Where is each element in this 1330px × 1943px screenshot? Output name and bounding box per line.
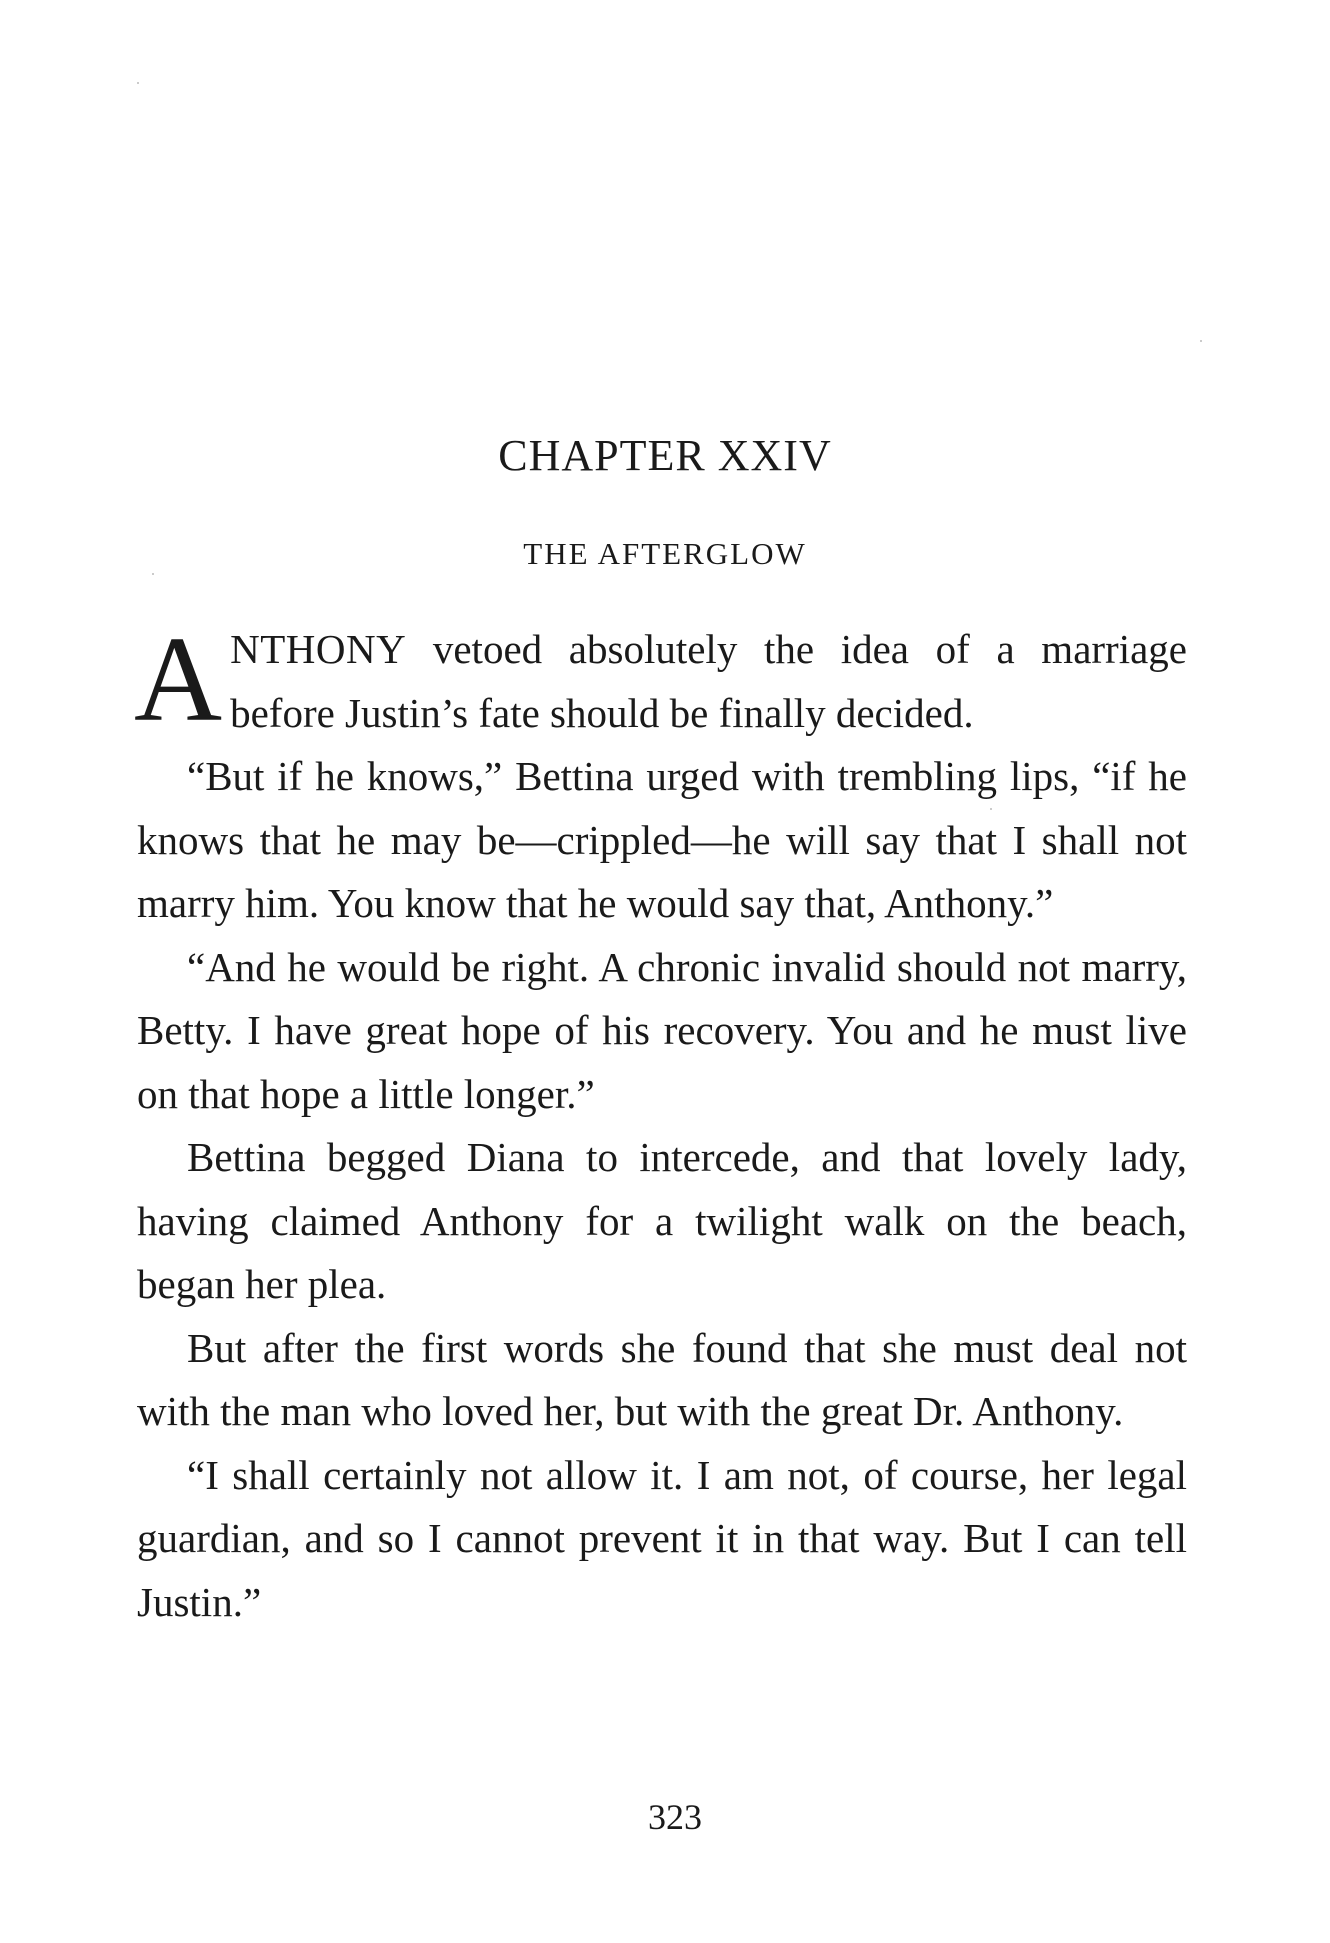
paragraph-1	[134, 612, 1187, 747]
paper-speck	[1200, 340, 1202, 342]
paragraph-5: But after the first words she found that she must deal not with the man who loved her, but with the great Dr. Anthony.	[137, 1324, 1187, 1434]
paragraph-1-text: vetoed absolutely the idea of a marriage before Justin’s fate should be finally decided.	[230, 626, 1187, 736]
paragraph-6: “I shall certainly not allow it. I am not, of course, her legal guardian, and so I cannot prevent it in that way. But I can tell Justin.”	[137, 1451, 1187, 1625]
page-number: 323	[648, 1797, 702, 1837]
body-text	[134, 612, 1187, 1634]
chapter-subtitle: THE AFTERGLOW	[523, 536, 807, 571]
paper-speck	[990, 808, 992, 810]
paper-speck	[137, 82, 139, 84]
drop-cap: A	[134, 612, 223, 747]
paragraph-3: “And he would be right. A chronic invalid should not marry, Betty. I have great hope of his recovery. You and he must live on that hope a little longer.”	[137, 943, 1187, 1117]
paragraph-1-lead: NTHONY	[230, 626, 407, 672]
chapter-title: CHAPTER XXIV	[498, 431, 832, 480]
paragraph-4: Bettina begged Diana to intercede, and that lovely lady, having claimed Anthony for a twilight walk on the beach, began her plea.	[137, 1134, 1187, 1307]
paper-speck	[152, 573, 154, 575]
paragraph-2: “But if he knows,” Bettina urged with trembling lips, “if he knows that he may be—crippled—he will say that I shall not marry him. You know that he would say that, Anthony.”	[137, 753, 1187, 926]
